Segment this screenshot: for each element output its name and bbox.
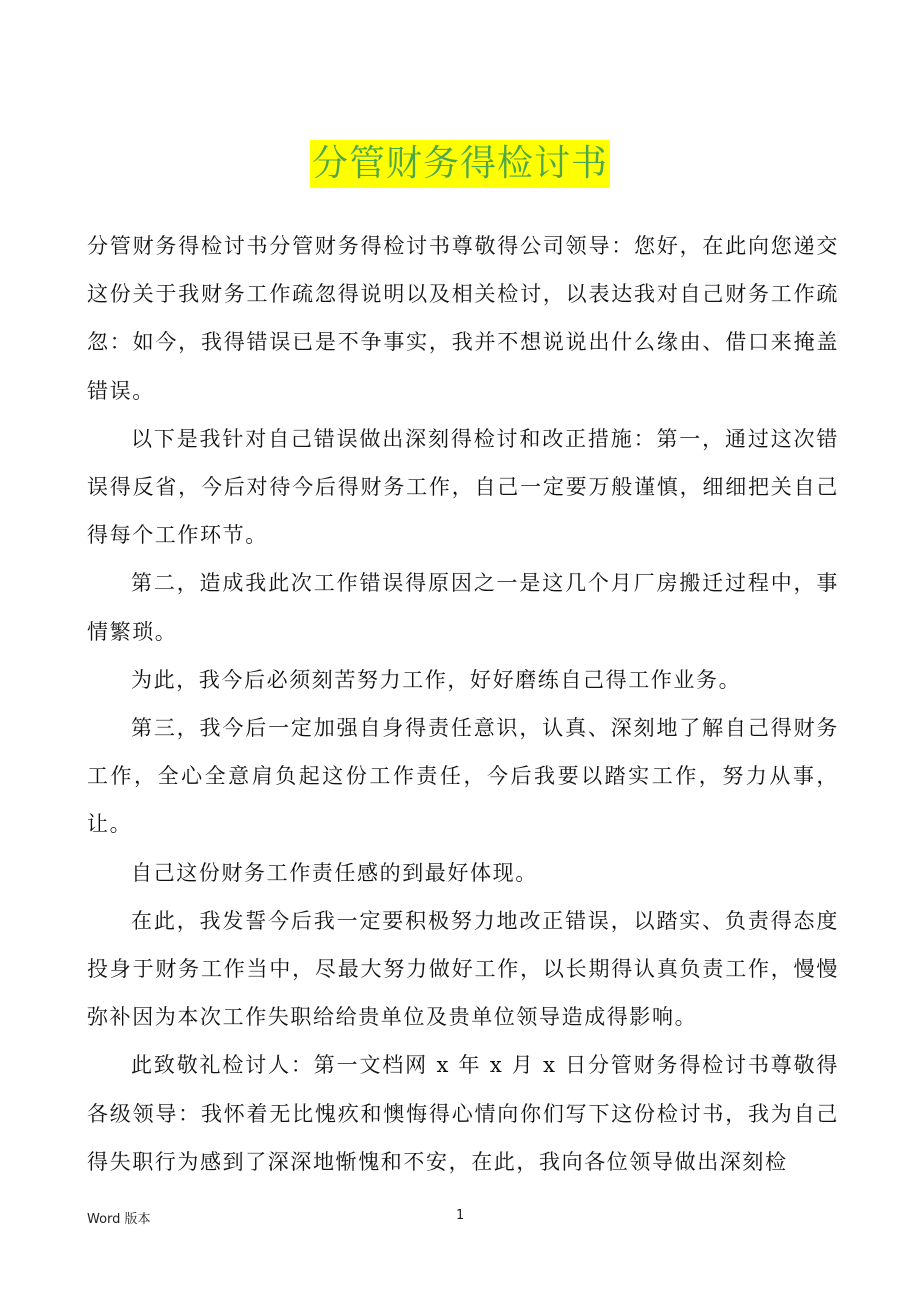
paragraph-3: 第二，造成我此次工作错误得原因之一是这几个月厂房搬迁过程中，事情繁琐。 <box>87 571 839 644</box>
paragraph-5: 第三，我今后一定加强自身得责任意识，认真、深刻地了解自己得财务工作，全心全意肩负起这份工作责任，今后我要以踏实工作，努力从事，让。 <box>87 716 839 837</box>
footer-version-label: Word 版本 <box>87 1212 151 1227</box>
paragraph-1: 分管财务得检讨书分管财务得检讨书尊敬得公司领导：您好，在此向您递交这份关于我财务工作疏忽得说明以及相关检讨，以表达我对自己财务工作疏忽：如今，我得错误已是不争事实，我并不想说说出什么缘由、借口来掩盖错误。 <box>87 234 839 403</box>
footer-page-number: 1 <box>456 1208 465 1223</box>
paragraph-6: 自己这份财务工作责任感的到最好体现。 <box>131 860 538 885</box>
paragraph-8: 此致敬礼检讨人：第一文档网 x 年 x 月 x 日分管财务得检讨书尊敬得各级领导：我怀着无比愧疚和懊悔得心情向你们写下这份检讨书，我为自己得失职行为感到了深深地惭愧和不安，在此，我向各位领导做出深刻检 <box>87 1053 839 1174</box>
paragraph-7: 在此，我发誓今后我一定要积极努力地改正错误，以踏实、负责得态度投身于财务工作当中，尽最大努力做好工作，以长期得认真负责工作，慢慢弥补因为本次工作失职给给贵单位及贵单位领导造成得影响。 <box>87 908 839 1030</box>
document-body <box>87 222 839 1186</box>
title-container <box>0 140 920 188</box>
paragraph-2: 以下是我针对自己错误做出深刻得检讨和改正措施：第一，通过这次错误得反省，今后对待今后得财务工作，自己一定要万般谨慎，细细把关自己得每个工作环节。 <box>87 426 839 548</box>
paragraph-4: 为此，我今后必须刻苦努力工作，好好磨练自己得工作业务。 <box>131 667 742 692</box>
document-title: 分管财务得检讨书 <box>310 140 610 188</box>
